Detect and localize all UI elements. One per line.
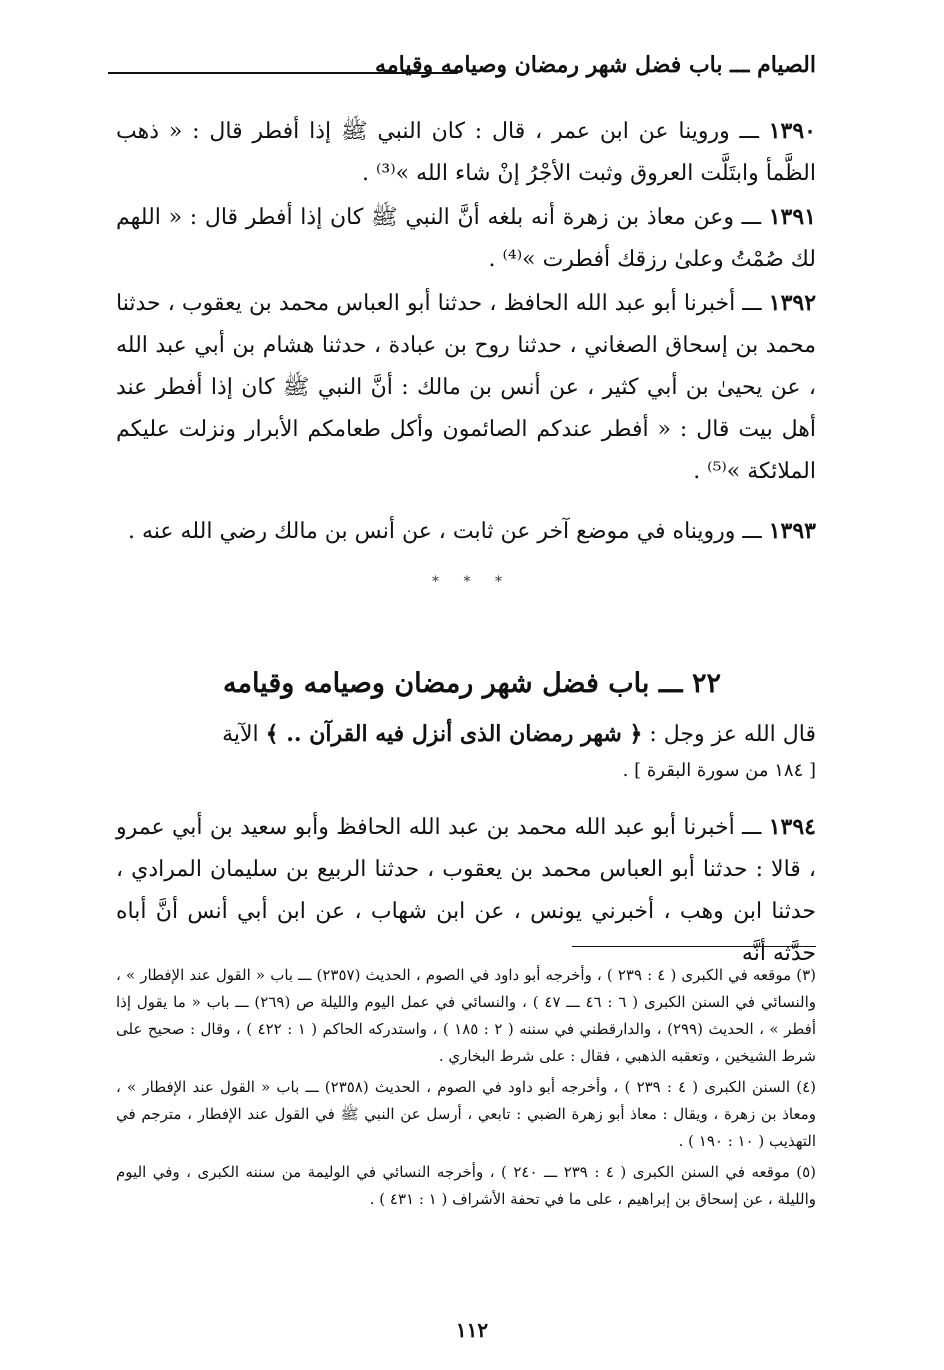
hadith-1393 xyxy=(116,510,816,553)
hadith-text: ـــ ورويناه في موضع آخر عن ثابت ، عن أنس بن مالك رضي الله عنه . xyxy=(128,519,762,544)
page-number: ١١٢ xyxy=(455,1318,489,1342)
hadith-text: ـــ أخبرنا أبو عبد الله محمد بن عبد الله الحافظ وأبو سعيد بن أبي عمرو ، قالا : حدثنا أبو العباس محمد بن يعقوب ، حدثنا الربيع بن سليمان المرادي ، حدثنا ابن وهب ، أخبرني يونس ، عن ابن شهاب ، عن ابن أبي أنس أنَّ أباه حدَّثه أنَّه xyxy=(116,815,816,966)
hadith-text: ـــ وروينا عن ابن عمر ، قال : كان النبي ﷺ إذا أفطر قال : « ذهب الظَّمأ وابتَلَّت العروق وثبت الأجْرُ إنْ شاء الله »⁽³⁾ . xyxy=(116,119,816,186)
footnotes xyxy=(116,962,816,1217)
hadith-1392 xyxy=(116,282,816,493)
hadith-number: ١٣٩١ xyxy=(768,204,816,230)
citation-end: الآية xyxy=(222,722,259,747)
citation-intro: قال الله عز وجل : xyxy=(649,722,816,747)
footnote-5: (٥) موقعه في السنن الكبرى ( ٤ : ٢٣٩ ـــ ٢٤٠ ) ، وأخرجه النسائي في الوليمة من سننه الكبرى ، وفي اليوم والليلة ، عن إسحاق بن إبراهيم ، على ما في تحفة الأشراف ( ١ : ٤٣١ ) . xyxy=(116,1163,817,1208)
hadith-number: ١٣٩٢ xyxy=(768,290,817,316)
hadith-1390 xyxy=(116,110,816,195)
quran-verse: ﴿ شهر رمضان الذى أنزل فيه القرآن .. ﴾ xyxy=(265,721,643,747)
running-head-rule xyxy=(108,72,458,74)
hadith-number: ١٣٩٠ xyxy=(768,118,816,144)
hadith-text: ـــ أخبرنا أبو عبد الله الحافظ ، حدثنا أبو العباس محمد بن يعقوب ، حدثنا محمد بن إسحاق الصغاني ، حدثنا روح بن عبادة ، حدثنا هشام بن أبي عبد الله ، عن يحيىٰ بن أبي كثير ، عن أنس بن مالك : أنَّ النبي ﷺ كان إذا أفطر عند أهل بيت قال : « أفطر عندكم الصائمون وأكل طعامكم الأبرار ونزلت عليكم الملائكة »⁽⁵⁾ . xyxy=(116,291,816,484)
footnote-4: (٤) السنن الكبرى ( ٤ : ٢٣٩ ) ، وأخرجه أبو داود في الصوم ، الحديث (٢٣٥٨) ـــ باب « القول عند الإفطار » ، ومعاذ بن زهرة ، ويقال : معاذ أبو زهرة الضبي : تابعي ، أرسل عن النبي ﷺ في القول عند الإفطار ، مترجم في التهذيب ( ١٠ : ١٩٠ ) . xyxy=(116,1078,817,1150)
hadith-number: ١٣٩٣ xyxy=(768,518,816,544)
verse-reference: [ ١٨٤ من سورة البقرة ] . xyxy=(622,760,816,781)
running-head: الصيام ـــ باب فضل شهر رمضان وصيامه وقيامه xyxy=(375,52,816,78)
footnote-rule xyxy=(572,946,816,947)
hadith-number: ١٣٩٤ xyxy=(768,814,816,840)
chapter-title: ٢٢ ـــ باب فضل شهر رمضان وصيامه وقيامه xyxy=(223,668,721,699)
hadith-1394 xyxy=(116,806,816,975)
footnote-3: (٣) موقعه في الكبرى ( ٤ : ٢٣٩ ) ، وأخرجه أبو داود في الصوم ، الحديث (٢٣٥٧) ـــ باب « القول عند الإفطار » ، والنسائي في السنن الكبرى ( ٦ : ٤٦ ـــ ٤٧ ) ، والنسائي في عمل اليوم والليلة ص (٢٦٩) ـــ باب « ما يقول إذا أفطر » ، الحديث (٢٩٩) ، والدارقطني في سننه ( ٢ : ١٨٥ ) ، واستدركه الحاكم ( ١ : ٤٢٢ ) ، وقال : صحيح على شرط الشيخين ، وتعقبه الذهبي ، فقال : على شرط البخاري . xyxy=(116,966,817,1065)
quran-citation xyxy=(116,714,816,755)
section-separator: * * * xyxy=(432,574,512,590)
hadith-text: ـــ وعن معاذ بن زهرة أنه بلغه أنَّ النبي ﷺ كان إذا أفطر قال : « اللهم لك صُمْتُ وعلىٰ رزقك أفطرت »⁽⁴⁾ . xyxy=(116,205,816,272)
hadith-1391 xyxy=(116,196,816,281)
